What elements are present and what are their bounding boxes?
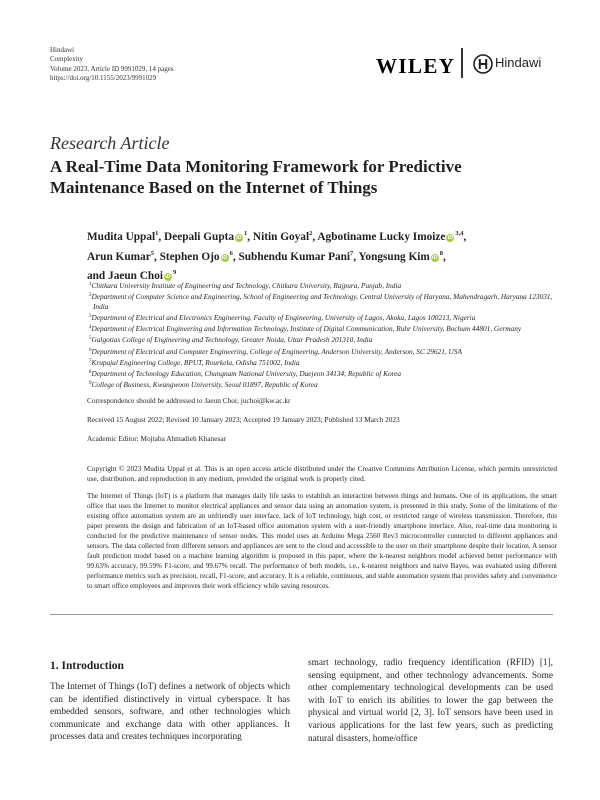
intro-left-column — [50, 660, 290, 744]
affiliation-item — [87, 280, 557, 291]
affiliation-text: Department of Technology Education, Chungnam National University, Daejeon 34134, Republic of Korea — [91, 368, 402, 378]
author-name: Agbotiname Lucky Imoize iD$^{3,4}$, — [317, 230, 467, 243]
affiliation-text: Chitkara University Institute of Engineering and Technology, Chitkara University, Rajpura, Punjab, India — [91, 281, 402, 290]
dates-line: Received 15 August 2022; Revised 10 January 2023; Accepted 19 January 2023; Published 13 March 2023 — [87, 415, 400, 425]
author-name-text: Yongsung Kim — [358, 250, 430, 263]
author-affiliation-sup: 1 — [155, 230, 159, 237]
intro-right-text: smart technology, radio frequency identification (RFID) [1], sensing equipment, and other technology advancements. Some other complementary technological developments can be used with IoT to enrich its abilities to lower the gap between the physical and virtual world [2, 3]. IoT sensors have been used in various applications for the last few years, such as predicting natural disasters, home/office — [308, 658, 553, 744]
author-name: Stephen Ojo $iD^6$, — [159, 249, 239, 263]
orcid-icon[interactable]: iD — [432, 254, 438, 261]
volume-info: Volume 2023, Article ID 9991029, 14 pages — [50, 64, 174, 73]
affiliation-item — [87, 368, 557, 379]
author-affiliation-sup: 6 — [229, 249, 233, 257]
affiliation-text: Department of Electrical and Computer Engineering, College of Engineering, Anderson University, Anderson, SC 29621, USA — [91, 346, 462, 356]
author-name: Nitin Goyal$^2$, — [252, 230, 318, 243]
author-affiliation-sup: 9 — [172, 269, 177, 276]
author-name: Mudita Uppal$^1$, — [87, 230, 165, 243]
hindawi-logo-icon — [473, 54, 493, 74]
author-list: Mudita Uppal$^1$, Deepali Gupta $iD^1$, Nitin Goyal$^2$, Agbotiname Lucky Imoize iD$^{3,4}$, Arun Kumar$^5$, Stephen Ojo $iD^6$, Subhendu Kumar Pani$^7$, Yongsung Kim $iD^8$, and Jaeun Choi $iD^9$ — [87, 230, 467, 282]
affiliation-text: College of Business, Kwangwoon University, Seoul 01897, Republic of Korea — [91, 379, 318, 389]
abstract: The Internet of Things (IoT) is a platform that manages daily life tasks to establish an interaction between things and humans. One of its applications, the smart office that uses the Internet to monitor electrical appliances and sensor data using an automation system, is presented in this study. Some of the limitations of the existing office automation system are an unfriendly user interface, lack of IoT technology, high cost, or restricted range of wireless transmission. Therefore, this paper presents the design and fabrication of an IoT-based office automation system with a user-friendly smartphone interface. Also, real-time data monitoring is conducted for the predictive maintenance of sensor nodes. This model uses an Arduino Mega 2560 Rev3 microcontroller connected to different appliances and sensors. The data collected from different sensors and appliances are sent to the cloud and accessible to the user on their smartphone despite their location. A sensor fault prediction model based on a machine learning algorithm is proposed in this paper, where the k-nearest neighbors model achieved better performance with 99.63% accuracy, 99.59% F1-score, and 99.67% recall. The performance of both models, i.e., k-nearest neighbors and naive Bayes, was evaluated using different performance metrics such as precision, recall, F1-score, and accuracy. It is a reliable, continuous, and stable automation system that provides safety and convenience to smart office employees and improves their work efficiency while saving resources. — [87, 492, 557, 590]
author-affiliation-sup: 3,4 — [455, 230, 464, 237]
affiliation-item — [87, 346, 557, 357]
affiliation-text: Krupajal Engineering College, BPUT, Rourkela, Odisha 751002, India — [91, 357, 300, 367]
logo-divider — [461, 48, 463, 78]
affiliation-number: 2 — [89, 293, 92, 299]
affiliation-text: Galgotias College of Engineering and Technology, Greater Noida, Uttar Pradesh 201310, India — [91, 335, 373, 345]
affiliation-item — [87, 357, 557, 368]
author-name-text: Deepali Gupta — [164, 231, 235, 243]
affiliation-number: 3 — [89, 314, 92, 320]
journal-meta — [50, 46, 174, 83]
author-name: Arun Kumar$^5$, — [87, 249, 160, 263]
author-affiliation-sup: 5 — [150, 249, 154, 257]
affiliation-item — [87, 323, 557, 334]
author-name-text: Nitin Goyal — [252, 231, 310, 243]
affiliation-number: 4 — [89, 325, 92, 331]
affiliation-list — [87, 280, 557, 444]
author-name: Yongsung Kim $iD^8$, — [358, 249, 446, 263]
hindawi-logo-text: Hindawi — [495, 55, 542, 70]
intro-heading: 1. Introduction — [50, 660, 124, 672]
author-name-text: Subhendu Kumar Pani — [238, 250, 351, 263]
journal-name: Complexity — [50, 55, 84, 64]
author-name-text: Mudita Uppal — [87, 231, 156, 243]
affiliation-item — [87, 312, 557, 323]
intro-left-text: The Internet of Things (IoT) defines a network of objects which can be identified distinctively in virtual cyberspace. It has embedded sensors, software, and other technologies which communicate and exchange data with other appliances. It processes data and creates techniques incorporating — [50, 682, 290, 743]
author-name-text: Stephen Ojo — [159, 250, 220, 263]
intro-right-column — [308, 657, 553, 745]
author-affiliation-sup: 8 — [439, 249, 444, 257]
orcid-icon[interactable]: iD — [447, 235, 454, 241]
affiliation-number: 8 — [89, 369, 92, 375]
doi-link[interactable]: https://doi.org/10.1155/2023/9991029 — [50, 73, 157, 82]
orcid-icon[interactable]: iD — [165, 274, 171, 280]
wiley-logo: WILEY — [376, 54, 456, 78]
affiliation-number: 6 — [89, 347, 92, 353]
affiliation-text: Department of Computer Science and Engineering, School of Engineering and Technology, Central University of Haryana, Mahendragarh, Haryana 123031, India — [91, 292, 553, 312]
author-name: Deepali Gupta $iD^1$, — [164, 230, 253, 243]
affiliation-item — [87, 334, 557, 345]
affiliation-number: 9 — [89, 380, 92, 386]
section-divider — [50, 614, 553, 615]
author-name-text: Jaeun Choi — [108, 270, 163, 282]
affiliation-number: 7 — [89, 358, 92, 364]
author-affiliation-sup: 7 — [350, 249, 354, 257]
orcid-icon[interactable]: iD — [221, 254, 228, 261]
orcid-icon[interactable]: iD — [236, 235, 242, 241]
affiliation-item — [87, 379, 557, 390]
author-affiliation-sup: 1 — [244, 230, 248, 237]
affiliation-number: 5 — [89, 336, 92, 342]
author-name-text: Agbotiname Lucky Imoize — [317, 231, 446, 243]
article-type: Research Article — [50, 133, 170, 153]
author-affiliation-sup: 2 — [309, 230, 313, 237]
copyright-notice: Copyright © 2023 Mudita Uppal et al. This is an open access article distributed under the Creative Commons Attribution License, which permits unrestricted use, distribution, and reproduction in any medium, provided the original work is properly cited. — [87, 464, 557, 484]
author-name: Subhendu Kumar Pani$^7$, — [238, 249, 359, 263]
affiliation-text: Department of Electrical and Electronics Engineering, Faculty of Engineering, University of Lagos, Akoka, Lagos 100213, Nigeria — [91, 313, 476, 323]
correspondence-line: Correspondence should be addressed to Jaeun Choi; juchoi@kw.ac.kr — [87, 395, 291, 405]
article-title: A Real-Time Data Monitoring Framework for Predictive Maintenance Based on the Internet of Things — [50, 157, 462, 197]
publisher-name: Hindawi — [50, 46, 75, 54]
affiliation-item — [87, 291, 557, 312]
author-name-text: Arun Kumar — [87, 250, 151, 263]
affiliation-number: 1 — [89, 282, 92, 287]
affiliation-text: Department of Electrical Engineering and Information Technology, Institute of Digital Communication, Ruhr University, Bochum 44801, Germany — [91, 324, 522, 334]
academic-editor: Academic Editor: Mojtaba Ahmadieh Khanesar — [87, 434, 227, 444]
